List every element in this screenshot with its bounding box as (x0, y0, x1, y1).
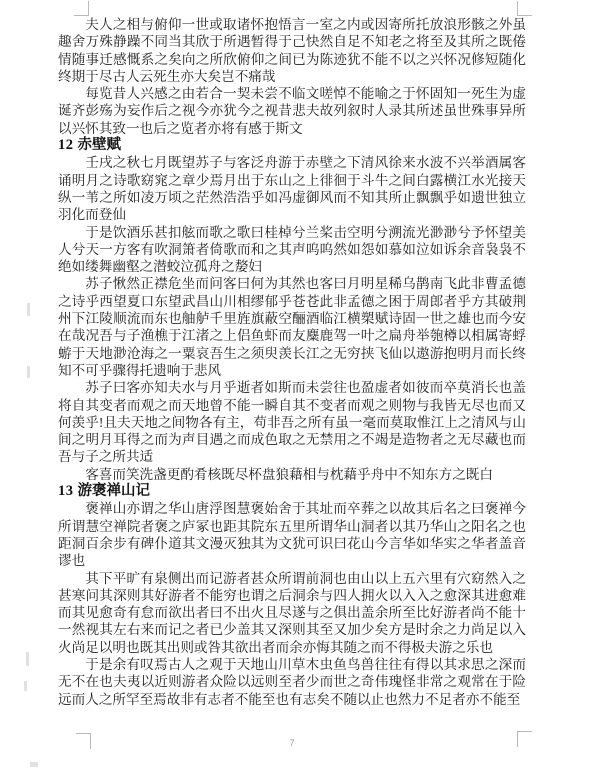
scan-noise-speck (30, 762, 38, 767)
crop-mark-top-right (517, 1, 532, 16)
section-heading-chibifu (58, 137, 526, 154)
paragraph-youbaochanshanji-3: 于是余有叹焉古人之观于天地山川草木虫鱼鸟兽往往有得以其求思之深而无不在也夫夷以近则游者众险以远则至者少而世之奇伟瑰怪非常之观常在于险远而人之所罕至焉故非有志者不能至也有志矣不随以止也然力不足者亦不能至 (58, 656, 526, 707)
scan-noise-speck (27, 303, 30, 316)
paragraph-youbaochanshanji-2: 其下平旷有泉侧出而记游者甚众所谓前洞也由山以上五六里有穴窈然入之甚寒问其深则其好游者不能穷也谓之后洞余与四人拥火以入入之愈深其进愈难而其见愈奇有怠而欲出者曰不出火且尽遂与之俱出盖余所至比好游者尚不能十一然视其左右来而记之者已少盖其又深则其至又加少矣方是时余之力尚足以入火尚足以明也既其出则或咎其欲出者而余亦悔其随之而不得极夫游之乐也 (58, 570, 526, 655)
section-number: 12 (58, 137, 74, 154)
page-footer (58, 733, 526, 751)
scan-noise-speck (24, 681, 27, 691)
paragraph-chibifu-5: 客喜而笑洗盏更酌肴核既尽杯盘狼藉相与枕藉乎舟中不知东方之既白 (85, 466, 493, 482)
page-number: 7 (289, 738, 295, 748)
page-content (58, 16, 526, 708)
section-number: 13 (58, 483, 74, 500)
paragraph-lantingjixu-3: 夫人之相与俯仰一世或取诸怀抱悟言一室之内或因寄所托放浪形骸之外虽趣舍万殊静躁不同当其欣于所遇暂得于己快然自足不知老之将至及其所之既倦情随事迁感慨系之矣向之所欣俯仰之间已为陈迹犹不能不以之兴怀况修短随化终期于尽古人云死生亦大矣岂不痛哉 (58, 17, 526, 84)
paragraph-chibifu-1: 壬戌之秋七月既望苏子与客泛舟游于赤壁之下清风徐来水波不兴举酒属客诵明月之诗歌窈窕之章少焉月出于东山之上徘徊于斗牛之间白露横江水光接天纵一苇之所如凌万顷之茫然浩浩乎如冯虚御风而不知其所止飘飘乎如遗世独立羽化而登仙 (58, 155, 526, 223)
section-title: 赤壁赋 (77, 137, 121, 154)
section-heading-youbaochanshanji (58, 483, 526, 500)
paragraph-chibifu-3: 苏子愀然正襟危坐而问客曰何为其然也客曰月明星稀乌鹊南飞此非曹孟德之诗乎西望夏口东望武昌山川相缪郁乎苍苍此非孟德之困于周郎者乎方其破荆州下江陵顺流而东也舳舻千里旌旗蔽空酾酒临江横槊赋诗固一世之雄也而今安在哉况吾与子渔樵于江渚之上侣鱼虾而友麋鹿驾一叶之扁舟举匏樽以相属寄蜉蝣于天地渺沧海之一粟哀吾生之须臾羡长江之无穷挟飞仙以遨游抱明月而长终知不可乎骤得托遗响于悲风 (58, 276, 526, 378)
paragraph-youbaochanshanji-1: 褒禅山亦谓之华山唐浮图慧褒始舍于其址而卒葬之以故其后名之曰褒禅今所谓慧空禅院者褒之庐冢也距其院东五里所谓华山洞者以其乃华山之阳名之也距洞百余步有碑仆道其文漫灭独其为文犹可识曰花山今言华如华实之华者盖音谬也 (58, 501, 526, 569)
section-title: 游褒禅山记 (77, 483, 150, 500)
scan-noise-speck (27, 366, 30, 378)
crop-mark-top-left (74, 1, 89, 16)
paragraph-chibifu-4: 苏子曰客亦知夫水与月乎逝者如斯而未尝往也盈虚者如彼而卒莫消长也盖将自其变者而观之而天地曾不能一瞬自其不变者而观之则物与我皆无尽也而又何羡乎!且夫天地之间物各有主，苟非吾之所有虽一毫而莫取惟江上之清风与山间之明月耳得之而为声目遇之而成色取之无禁用之不竭是造物者之无尽藏也而吾与子之所共适 (58, 380, 526, 465)
paragraph-lantingjixu-4: 每览昔人兴感之由若合一契未尝不临文嗟悼不能喻之于怀固知一死生为虚诞齐彭殇为妄作后之视今亦犹今之视昔悲夫故列叙时人录其所述虽世殊事异所以兴怀其致一也后之览者亦将有感于斯文 (58, 86, 526, 136)
scan-noise-speck (26, 652, 29, 666)
paragraph-chibifu-2: 于是饮酒乐甚扣舷而歌之歌曰桂棹兮兰桨击空明兮溯流光渺渺兮予怀望美人兮天一方客有吹洞箫者倚歌而和之其声呜呜然如怨如慕如泣如诉余音袅袅不绝如缕舞幽壑之潜蛟泣孤舟之嫠妇 (58, 224, 526, 275)
